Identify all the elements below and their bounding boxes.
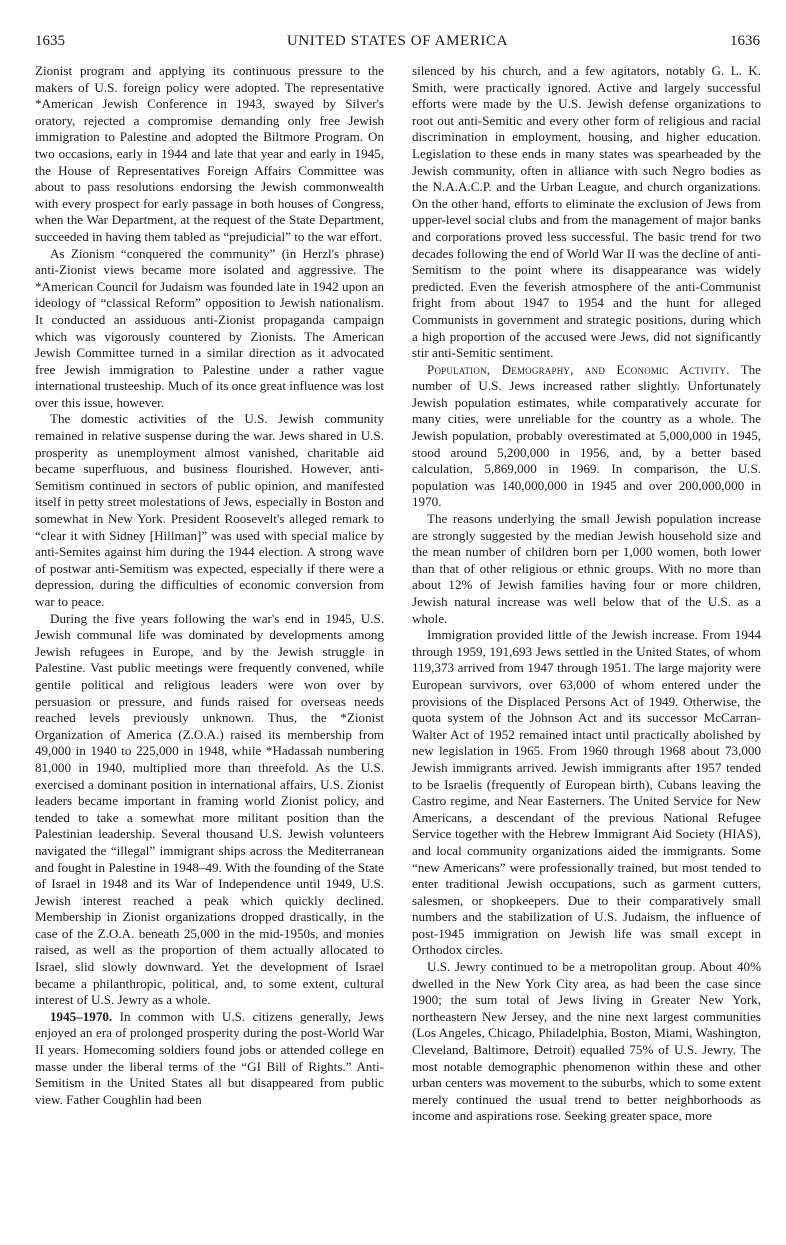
- paragraph: [412, 959, 761, 1125]
- paragraph-text: Immigration provided little of the Jewish increase. From 1944 through 1959, 191,693 Jews settled in the United States, of whom 119,373 arrived from 1947 through 1951. The large majority were European survivors, over 63,000 of whom entered under the provisions of the Displaced Persons Act of 1949. Otherwise, the quota system of the Johnson Act and its successor McCarran-Walter Act of 1952 remained intact until practically abolished by new legislation in 1965. From 1960 through 1968 about 73,000 Jewish immigrants arrived. Jewish immigrants after 1957 tended to be Israelis (frequently of European birth), Cubans leaving the Castro regime, and Near Easterners. The United Service for New Americans, a descendant of the previous National Refugee Service together with the Hebrew Immigrant Aid Society (HIAS), and local community organizations aided the immigrants. Some “new Americans” were professionally trained, but most tended to enter traditional Jewish occupations, such as garment cutters, salesmen, or shopkeepers. Due to their comparatively small numbers and the stabilization of U.S. Judaism, the influence of post-1945 immigration on Jewish life was small except in Orthodox circles.: [412, 627, 761, 958]
- right-column: [412, 63, 761, 1125]
- left-column: [35, 63, 384, 1108]
- paragraph-text: U.S. Jewry continued to be a metropolitan group. About 40% dwelled in the New York City area, as had been the case since 1900; the sum total of Jews living in Greater New York, northeastern New Jersey, and the nine next largest communities (Los Angeles, Chicago, Philadelphia, Boston, Miami, Washington, Cleveland, Baltimore, Detroit) equalled 75% of U.S. Jewry. The most notable demographic phenomenon within these and other urban centers was movement to the suburbs, which to some extent merely continued the usual trend to better neighborhoods as income and aspirations rose. Seeking greater space, more: [412, 959, 761, 1124]
- paragraph-text: Zionist program and applying its continuous pressure to the makers of U.S. foreign policy were adopted. The representative *American Jewish Conference in 1943, swayed by Silver's oratory, rejected a compromise demanding only free Jewish immigration to Palestine and adopted the Biltmore Program. On two occasions, early in 1944 and late that year and early in 1945, the House of Representatives Foreign Affairs Committee was about to pass resolutions endorsing the Jewish commonwealth with every prospect for early passage in both houses of Congress, when the War Department, at the request of the State Department, succeeded in having them tabled as “prejudicial” to the war effort.: [35, 63, 384, 244]
- paragraph-text: The domestic activities of the U.S. Jewish community remained in relative suspense during the war. Jews shared in U.S. prosperity as unemployment almost vanished, charitable aid became superfluous, and business flourished. However, anti-Semitism continued in sectors of public opinion, and manifested itself in petty street molestations of Jews, especially in Boston and somewhat in New York. President Roosevelt's alleged remark to “clear it with Sidney [Hillman]” was used with special malice by anti-Semites against him during the 1944 election. A strong wave of postwar anti-Semitism was expected, especially if there were a depression, during the difficulties of economic conversion from war to peace.: [35, 411, 384, 609]
- paragraph-text: silenced by his church, and a few agitators, notably G. L. K. Smith, were practically ignored. Active and largely successful efforts were made by the U.S. Jewish defense organizations to root out anti-Semitic and every other form of religious and racial discrimination in employment, housing, and higher education. Legislation to these ends in many states was spearheaded by the Jewish community, often in alliance with such Negro bodies as the N.A.A.C.P. and the Urban League, and church organizations. On the other hand, efforts to eliminate the exclusion of Jews from upper-level social clubs and from the management of major banks and corporations proved less successful. The basic trend for two decades following the end of World War II was the decline of anti-Semitism to the point where its disappearance was widely predicted. Even the feverish atmosphere of the anti-Communist fright from about 1947 to 1954 and the hunt for alleged Communists in government and strategic positions, during which a high proportion of the accused were Jews, did not significantly stir anti-Semitic sentiment.: [412, 63, 761, 361]
- page-header: [35, 30, 760, 52]
- paragraph-text: The number of U.S. Jews increased rather slightly. Unfortunately Jewish population estimates, while comparatively accurate for many cities, were unreliable for the country as a whole. The Jewish population, probably overestimated at 5,000,000 in 1945, stood around 5,200,000 in 1956, and, by a better based calculation, 5,869,000 in 1969. In comparison, the U.S. population was 140,000,000 in 1945 and over 200,000,000 in 1970.: [412, 361, 761, 510]
- paragraph: [35, 63, 384, 246]
- page-number-left: 1635: [35, 33, 65, 49]
- period-heading: 1945–1970.: [50, 1008, 113, 1024]
- paragraph: [35, 246, 384, 412]
- paragraph: [412, 362, 761, 511]
- paragraph: [35, 1009, 384, 1109]
- paragraph: [412, 627, 761, 959]
- paragraph-text: The reasons underlying the small Jewish population increase are strongly suggested by the median Jewish household size and the mean number of children born per 1,000 women, both lower than that of other religious or ethnic groups. With no more than about 12% of Jewish families having four or more children, Jewish natural increase was well below that of the U.S. as a whole.: [412, 511, 761, 626]
- section-heading: Population, Demography, and Economic Activity.: [427, 361, 730, 377]
- paragraph-text: As Zionism “conquered the community” (in Herzl's phrase) anti-Zionist views became more isolated and aggressive. The *American Council for Judaism was founded late in 1942 upon an ideology of “classical Reform” opposition to Jewish nationalism. It conducted an assiduous anti-Zionist propaganda campaign which was vigorously countered by Zionists. The American Jewish Committee turned in a similar direction as it advocated free Jewish immigration to Palestine under a rather vague international trusteeship. Much of its once great influence was lost over this issue, however.: [35, 245, 384, 410]
- paragraph: [412, 511, 761, 627]
- running-title: UNITED STATES OF AMERICA: [286, 33, 509, 49]
- paragraph: [35, 411, 384, 610]
- paragraph: [35, 611, 384, 1009]
- page-number-right: 1636: [730, 33, 760, 49]
- paragraph: [412, 63, 761, 362]
- paragraph-text: In common with U.S. citizens generally, Jews enjoyed an era of prolonged prosperity during the post-World War II years. Homecoming soldiers found jobs or attended college en masse under the liberal terms of the “GI Bill of Rights.” Anti-Semitism in the United States all but disappeared from public view. Father Coughlin had been: [35, 1008, 384, 1107]
- paragraph-text: During the five years following the war's end in 1945, U.S. Jewish communal life was dominated by developments among Jewish refugees in Europe, and by the Jewish struggle in Palestine. Vast public meetings were frequently convened, while gentile political and religious leaders were won over by persuasion or pressure, and funds raised for overseas needs reached levels previously unknown. Thus, the *Zionist Organization of America (Z.O.A.) raised its membership from 49,000 in 1940 to 225,000 in 1948, while *Hadassah numbering 81,000 in 1940, multiplied more than threefold. As the U.S. exercised a dominant position in international affairs, U.S. Zionist leaders became important in framing world Zionist policy, and tended to take a somewhat more militant position than the Palestinian leadership. Several thousand U.S. Jewish volunteers navigated the “illegal” immigrant ships across the Mediterranean and fought in Palestine in 1948–49. With the founding of the State of Israel in 1948 and its War of Independence until 1949, U.S. Jewish interest reached a peak which quickly declined. Membership in Zionist organizations dropped drastically, in the case of the Z.O.A. beneath 25,000 in the mid-1950s, and monies raised, as well as the proportion of them actually allocated to Israel, slid slowly downward. Yet the development of Israel became a philanthropic, political, and, to some extent, cultural interest of U.S. Jewry as a whole.: [35, 610, 384, 1008]
